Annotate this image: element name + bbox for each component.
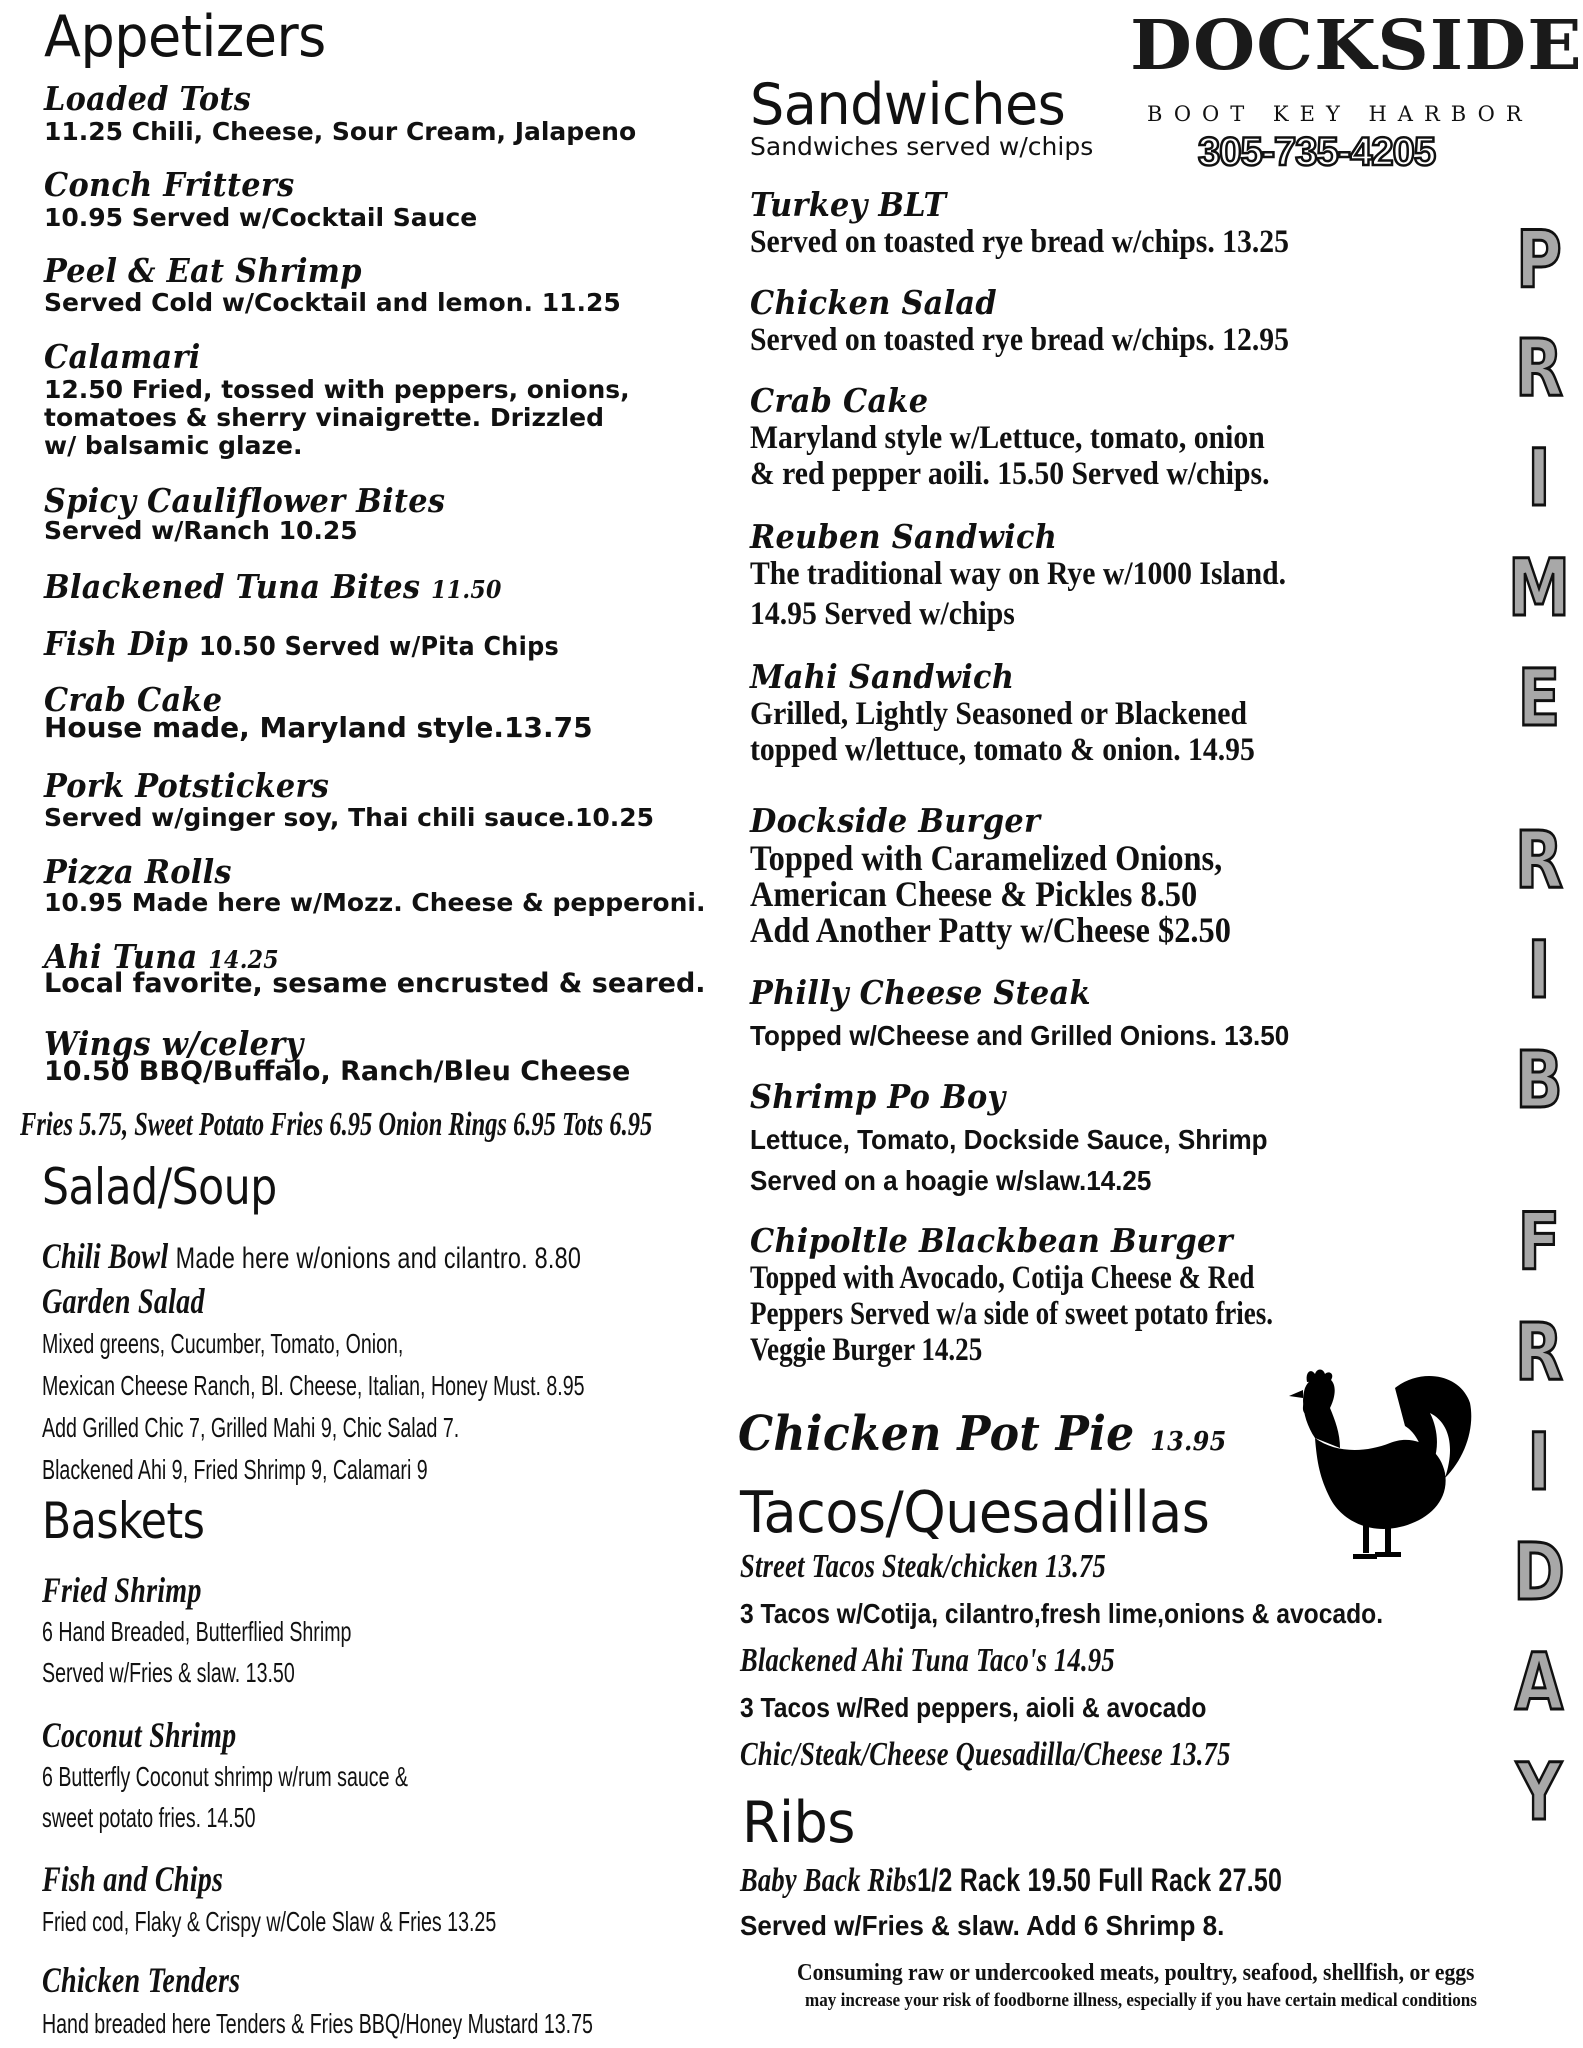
item-street-tacos: Street Tacos Steak/chicken 13.75 <box>740 1548 1106 1585</box>
item-peel-eat-shrimp: Peel & Eat Shrimp <box>44 251 362 290</box>
item-desc: Add Grilled Chic 7, Grilled Mahi 9, Chic Salad 7. <box>42 1412 460 1443</box>
disclaimer-line-2: may increase your risk of foodborne illness, especially if you have certain medical conditions <box>805 1990 1477 2011</box>
prime-letter: A <box>1514 1638 1564 1728</box>
prime-letter: R <box>1514 816 1564 906</box>
item-desc: Grilled, Lightly Seasoned or Blackened <box>750 696 1247 732</box>
item-desc: Served on toasted rye bread w/chips. 12.95 <box>750 322 1290 358</box>
item-desc: Blackened Ahi 9, Fried Shrimp 9, Calamari 9 <box>42 1454 428 1485</box>
item-chili-bowl: Chili Bowl Made here w/onions and cilantro. 8.80 <box>42 1236 582 1276</box>
item-desc: House made, Maryland style.13.75 <box>44 711 593 744</box>
item-desc: Served w/Fries & slaw. Add 6 Shrimp 8. <box>740 1910 1225 1941</box>
item-desc: Mixed greens, Cucumber, Tomato, Onion, <box>42 1328 404 1359</box>
item-philly: Philly Cheese Steak <box>750 973 1091 1012</box>
item-desc: 10.95 Served w/Cocktail Sauce <box>44 203 478 232</box>
item-desc: 14.95 Served w/chips <box>750 596 1015 632</box>
item-desc: Maryland style w/Lettuce, tomato, onion <box>750 420 1265 456</box>
section-title-sandwiches: Sandwiches <box>750 71 1066 138</box>
item-desc: Fried cod, Flaky & Crispy w/Cole Slaw & Fries 13.25 <box>42 1906 497 1937</box>
item-desc: Hand breaded here Tenders & Fries BBQ/Honey Mustard 13.75 <box>42 2008 593 2039</box>
item-desc: topped w/lettuce, tomato & onion. 14.95 <box>750 732 1255 768</box>
item-desc: Served w/ginger soy, Thai chili sauce.10.25 <box>44 803 655 832</box>
prime-letter: E <box>1517 654 1561 744</box>
item-fish-and-chips: Fish and Chips <box>42 1859 224 1899</box>
item-desc: tomatoes & sherry vinaigrette. Drizzled <box>44 403 605 432</box>
prime-letter: F <box>1517 1198 1561 1288</box>
item-desc: Served Cold w/Cocktail and lemon. 11.25 <box>44 288 621 317</box>
item-chicken-pot-pie: Chicken Pot Pie 13.95 <box>738 1406 1227 1462</box>
item-desc: Mexican Cheese Ranch, Bl. Cheese, Italian, Honey Must. 8.95 <box>42 1370 585 1401</box>
item-desc: The traditional way on Rye w/1000 Island. <box>750 556 1287 592</box>
item-desc: sweet potato fries. 14.50 <box>42 1802 256 1833</box>
prime-letter: I <box>1527 1418 1551 1508</box>
item-desc: 11.25 Chili, Cheese, Sour Cream, Jalapeno <box>44 117 637 146</box>
prime-letter: B <box>1515 1036 1563 1126</box>
item-blackened-ahi-tacos: Blackened Ahi Tuna Taco's 14.95 <box>740 1642 1115 1679</box>
item-desc: Local favorite, sesame encrusted & seared. <box>44 968 706 999</box>
item-crab-cake-sandwich: Crab Cake <box>750 381 929 420</box>
item-desc: Served on toasted rye bread w/chips. 13.25 <box>750 224 1290 260</box>
item-wings: Wings w/celery <box>44 1024 304 1063</box>
item-desc: Add Another Patty w/Cheese $2.50 <box>750 910 1231 950</box>
item-desc: Veggie Burger 14.25 <box>750 1332 983 1368</box>
section-title-baskets: Baskets <box>42 1492 205 1550</box>
prime-letter: M <box>1507 544 1571 634</box>
section-subtitle-sandwiches: Sandwiches served w/chips <box>750 132 1094 161</box>
phone-number[interactable]: 305-735-4205 <box>1198 130 1436 174</box>
item-desc: & red pepper aoili. 15.50 Served w/chips. <box>750 456 1270 492</box>
item-desc: Topped with Caramelized Onions, <box>750 838 1223 878</box>
prime-letter: P <box>1516 216 1562 306</box>
item-fish-dip: Fish Dip 10.50 Served w/Pita Chips <box>44 624 559 663</box>
item-desc: Topped with Avocado, Cotija Cheese & Red <box>750 1260 1255 1296</box>
item-shrimp-po-boy: Shrimp Po Boy <box>750 1077 1006 1116</box>
item-conch-fritters: Conch Fritters <box>44 165 295 204</box>
section-title-ribs: Ribs <box>742 1789 855 1856</box>
item-mahi-sandwich: Mahi Sandwich <box>750 657 1015 696</box>
prime-letter: D <box>1513 1528 1565 1618</box>
item-desc: Peppers Served w/a side of sweet potato fries. <box>750 1296 1274 1332</box>
item-chipoltle-burger: Chipoltle Blackbean Burger <box>750 1221 1233 1260</box>
item-chicken-salad: Chicken Salad <box>750 283 997 322</box>
item-loaded-tots: Loaded Tots <box>44 79 252 118</box>
item-desc: 10.95 Made here w/Mozz. Cheese & pepperoni. <box>44 888 706 917</box>
item-garden-salad: Garden Salad <box>42 1281 205 1321</box>
item-desc: 6 Butterfly Coconut shrimp w/rum sauce & <box>42 1761 409 1792</box>
item-desc: w/ balsamic glaze. <box>44 431 303 460</box>
section-title-tacos: Tacos/Quesadillas <box>740 1479 1210 1546</box>
item-fried-shrimp: Fried Shrimp <box>42 1570 202 1610</box>
item-chicken-tenders: Chicken Tenders <box>42 1960 241 2000</box>
item-desc: American Cheese & Pickles 8.50 <box>750 874 1198 914</box>
item-calamari: Calamari <box>44 337 201 376</box>
prime-letter: I <box>1527 434 1551 524</box>
item-spicy-cauliflower: Spicy Cauliflower Bites <box>44 481 446 520</box>
item-desc: 3 Tacos w/Cotija, cilantro,fresh lime,onions & avocado. <box>740 1598 1384 1629</box>
sides-list: Fries 5.75, Sweet Potato Fries 6.95 Onion Rings 6.95 Tots 6.95 <box>20 1106 653 1143</box>
item-crab-cake-app: Crab Cake <box>44 680 223 719</box>
item-blackened-tuna-bites: Blackened Tuna Bites 11.50 <box>44 567 502 606</box>
prime-letter: I <box>1527 926 1551 1016</box>
section-title-appetizers: Appetizers <box>44 3 326 70</box>
item-quesadilla: Chic/Steak/Cheese Quesadilla/Cheese 13.75 <box>740 1736 1231 1773</box>
item-coconut-shrimp: Coconut Shrimp <box>42 1715 237 1755</box>
disclaimer-line-1: Consuming raw or undercooked meats, poultry, seafood, shellfish, or eggs <box>797 1960 1475 1986</box>
item-desc: 3 Tacos w/Red peppers, aioli & avocado <box>740 1692 1207 1723</box>
item-dockside-burger: Dockside Burger <box>750 801 1041 840</box>
item-reuben: Reuben Sandwich <box>750 517 1058 556</box>
section-title-salad-soup: Salad/Soup <box>42 1158 277 1216</box>
item-ahi-tuna: Ahi Tuna 14.25 <box>44 937 279 976</box>
item-desc: Topped w/Cheese and Grilled Onions. 13.50 <box>750 1020 1290 1051</box>
item-desc: 6 Hand Breaded, Butterflied Shrimp <box>42 1616 352 1647</box>
item-desc: Lettuce, Tomato, Dockside Sauce, Shrimp <box>750 1124 1268 1155</box>
item-desc: 10.50 BBQ/Buffalo, Ranch/Bleu Cheese <box>44 1056 631 1087</box>
item-desc: Served w/Ranch 10.25 <box>44 516 358 545</box>
item-desc: Served w/Fries & slaw. 13.50 <box>42 1657 295 1688</box>
restaurant-logo: DOCKSIDE <box>1130 6 1583 86</box>
item-desc: 12.50 Fried, tossed with peppers, onions, <box>44 375 630 404</box>
prime-letter: R <box>1514 1308 1564 1398</box>
item-baby-back-ribs: Baby Back Ribs1/2 Rack 19.50 Full Rack 27.50 <box>740 1862 1283 1899</box>
restaurant-location: BOOT KEY HARBOR <box>1147 102 1533 126</box>
item-turkey-blt: Turkey BLT <box>750 185 947 224</box>
rooster-icon <box>1245 1368 1475 1568</box>
item-pork-potstickers: Pork Potstickers <box>44 766 330 805</box>
prime-letter: Y <box>1516 1748 1562 1838</box>
item-desc: Served on a hoagie w/slaw.14.25 <box>750 1165 1152 1196</box>
item-pizza-rolls: Pizza Rolls <box>44 852 232 891</box>
prime-letter: R <box>1514 324 1564 414</box>
